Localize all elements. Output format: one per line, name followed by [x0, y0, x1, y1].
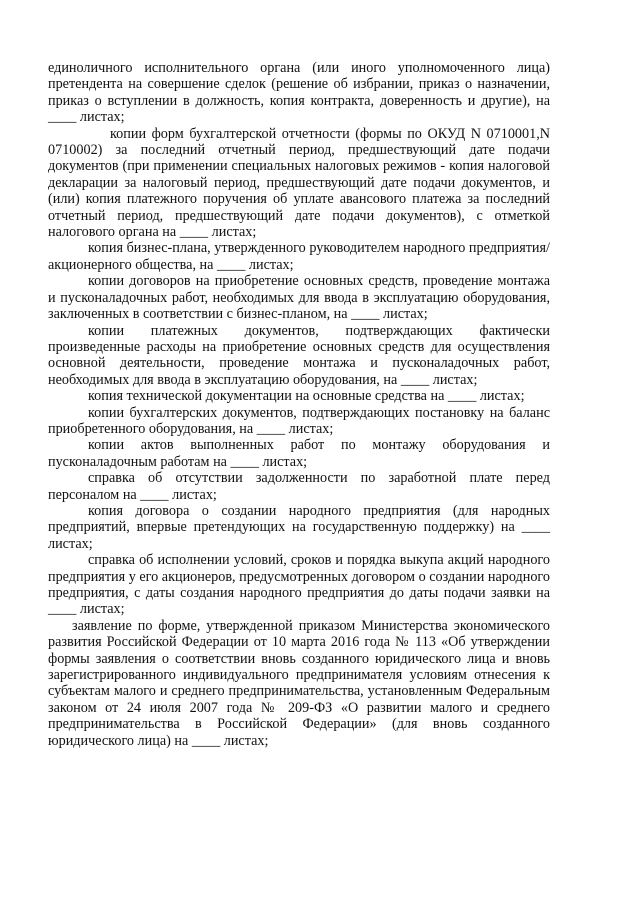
paragraph-work-acts: копии актов выполненных работ по монтажу оборудования и пусконаладочным работам на ____ листах;	[48, 437, 550, 470]
paragraph-salary-certificate: справка об отсутствии задолженности по заработной плате перед персоналом на ____ листах;	[48, 470, 550, 503]
paragraph-technical-docs: копия технической документации на основные средства на ____ листах;	[88, 388, 525, 405]
paragraph-share-buyback-certificate: справка об исполнении условий, сроков и порядка выкупа акций народного предприятия у его акционеров, предусмотренных договором о создании народного предприятия, с даты создания народного предприятия до даты подачи заявки на ____ листах;	[48, 552, 550, 618]
paragraph-business-plan: копия бизнес-плана, утвержденного руководителем народного предприятия/акционерного общества, на ____ листах;	[48, 240, 550, 273]
paragraph-payment-documents: копии платежных документов, подтверждающих фактически произведенные расходы на приобретение основных средств для осуществления основной деятельности, проведение монтажа и пусконаладочных работ, необходимых для ввода в эксплуатацию оборудования, на ____ листах;	[48, 322, 550, 388]
paragraph-asset-contracts: копии договоров на приобретение основных средств, проведение монтажа и пусконаладочных работ, необходимых для ввода в эксплуатацию оборудования, заключенных в соответствии с бизнес-планом, на ____ листах;	[48, 273, 550, 323]
paragraph-accounting-reports: копии форм бухгалтерской отчетности (формы по ОКУД N 0710001,N 0710002) за последний отчетный период, предшествующий дате подачи документов (при применении специальных налоговых режимов - копия налоговой декларации за налоговый период, предшествующий дате подачи документов, и (или) копия платежного поручения об уплате авансового платежа за последний отчетный период, предшествующий дате подачи документов), с отметкой налогового органа на ____ листах;	[48, 125, 550, 241]
paragraph-enterprise-agreement: копия договора о создании народного предприятия (для народных предприятий, впервые претендующих на государственную поддержку) на ____ листах;	[48, 502, 550, 552]
paragraph-application-form: заявление по форме, утвержденной приказом Министерства экономического развития Российской Федерации от 10 марта 2016 года № 113 «Об утверждении формы заявления о соответствии вновь созданного юридического лица и вновь зарегистрированного индивидуального предпринимателя условиям отнесения к субъектам малого и среднего предпринимательства, установленным Федеральным законом от 24 июля 2007 года № 209-ФЗ «О развитии малого и среднего предпринимательства в Российской Федерации» (для вновь созданного юридического лица) на ____ листах;	[48, 617, 550, 749]
paragraph-balance-documents: копии бухгалтерских документов, подтверждающих постановку на баланс приобретенного оборудования, на ____ листах;	[48, 404, 550, 437]
paragraph-executive-body: единоличного исполнительного органа (или иного уполномоченного лица) претендента на совершение сделок (решение об избрании, приказ о назначении, приказ о вступлении в должность, копия контракта, доверенность и другие), на ____ листах;	[48, 60, 550, 126]
document-page	[48, 60, 550, 749]
